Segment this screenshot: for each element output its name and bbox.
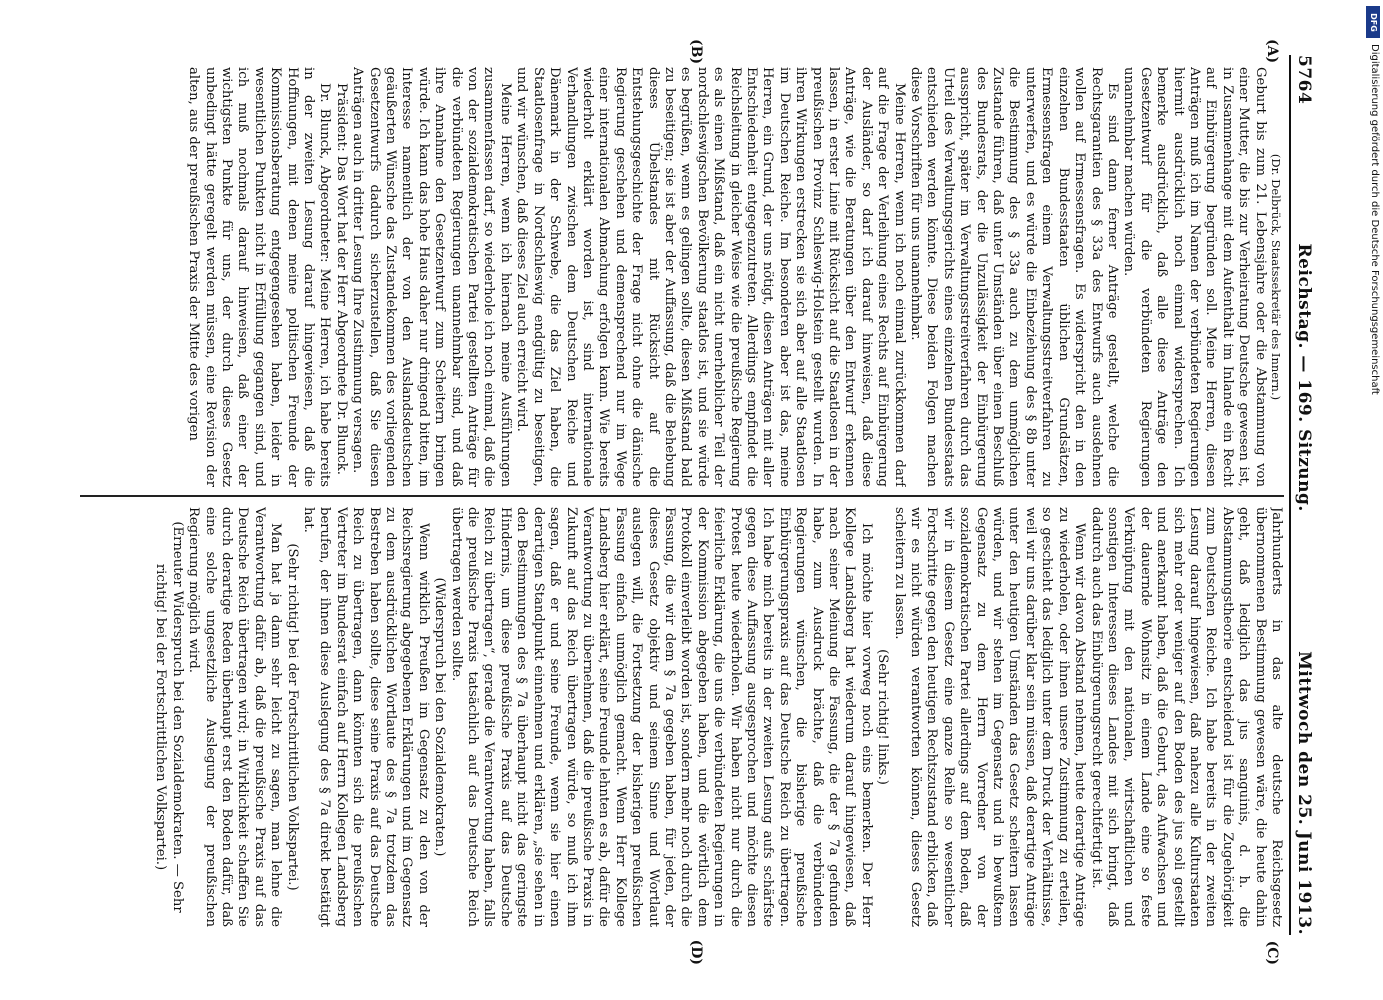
interjection: (Sehr richtig! bei der Fortschrittlichen Volkspartei.)	[284, 543, 300, 891]
margin-mark-c: (C)	[1264, 940, 1280, 965]
page-number: 5764	[1294, 55, 1314, 105]
blunck-speech: Dr. Blunck, Abgeordneter: Meine Herren, ich habe bereits in der zweiten Lesung darauf hingewiesen, daß die Hoffnungen, mit denen meine politischen Freunde der Kommissionsberatung entgegengesehen haben, leider in wesentlichen Punkten nicht in Erfüllung gegangen sind, und ich muß nochmals darauf hinweisen, daß einer der wichtigsten Punkte für uns, der durch dieses Gesetz unbedingt hätte geregelt werden müssen, eine Revision der alten, aus der preußischen Praxis der Mitte des vorigen	[186, 67, 333, 487]
rotated-document-sheet	[70, 39, 1320, 965]
page-header	[1289, 55, 1320, 935]
interjection: (Widerspruch bei den Sozialdemokraten.)	[432, 577, 448, 857]
president-line: Präsident: Das Wort hat der Herr Abgeordnete Dr. Blunck.	[333, 83, 349, 475]
left-paragraph: Geburt bis zum 21. Lebensjahre oder die Abstammung von einer Mutter, die bis zur Verheiratung Deutsche gewesen ist, in Zusammenhange mit dem Aufenthalt im Inlande ein Recht auf Einbürgerung begründen soll. Meine Herren, diesen Anträgen muß ich im Namen der verbündeten Regierungen hiermit ausdrücklich noch einmal widersprechen. Ich bemerke ausdrücklich, daß alle diese Anträge den Gesetzentwurf für die verbündeten Regierungen unannehmbar machen würden.	[1121, 67, 1268, 487]
right-paragraph: Wenn wirklich Preußen im Gegensatz zu den von der Reichsregierung abgegebenen Erklärungen und im Gegensatz zu dem ausdrücklichen Wortlaute des § 7a trotzdem das Bestreben haben sollte, diese seine Praxis auf das Deutsche Reich zu übertragen, dann könnten sich die preußischen Vertreter im Bundesrat einfach auf Herrn Kollegen Landsberg berufen, der ihnen diese Auslegung des § 7a direkt bestätigt hat.	[301, 507, 431, 927]
dfg-logo-icon: DFG	[1366, 6, 1380, 38]
running-title: Reichstag. — 169. Sitzung.	[1294, 243, 1314, 512]
speaker-note: (Dr. Delbrück, Staatssekretär des Innern.)	[1269, 153, 1283, 401]
right-paragraph: Jahrhunderts in das alte deutsche Reichsgesetz übernommenen Bestimmung gewesen wäre, die heute dahin geht, daß lediglich das jus sanguinis, d. h. die Abstammungstheorie entscheidend ist für die Zugehörigkeit zum Deutschen Reiche. Ich habe bereits in der zweiten Lesung darauf hingewiesen, daß nahezu alle Kulturstaaten sich mehr oder weniger auf den Boden des jus soli gestellt und anerkannt haben, daß die Geburt, das Aufwachsen und der dauernde Wohnsitz in einem Lande eine so feste Verknüpfung mit den nationalen, wirtschaftlichen und sonstigen Interessen dieses Landes mit sich bringt, daß dadurch auch das Einbürgerungsrecht gerechtfertigt ist.	[1088, 507, 1284, 927]
left-paragraph: Meine Herren, wenn ich hiernach meine Ausführungen zusammenfassen darf, so wiederhole ich noch einmal, daß die von der sozialdemokratischen Partei gestellten Anträge für die verbündeten Regierungen unannehmbar sind, und daß ihre Annahme den Gesetzentwurf zum Scheitern bringen würde. Ich kann das hohe Haus daher nur dringend bitten, im Interesse namentlich der von den Auslandsdeutschen geäußerten Wünsche das Zustandekommen des vorliegenden Gesetzentwurfs dadurch sicherzustellen, daß Sie diesen Anträgen auch in dritter Lesung Ihre Zustimmung versagen.	[350, 67, 513, 487]
left-paragraph: Meine Herren, wenn ich noch einmal zurückkommen darf auf die Frage der Verleihung eines Rechts auf Einbürgerung der Ausländer, so darf ich darauf hinweisen, daß diese Anträge, wie die Beratungen über den Entwurf erkennen lassen, in erster Linie mit Rücksicht auf die Staatlosen in der preußischen Provinz Schleswig-Holstein gestellt wurden. In ihren Wirkungen erstrecken sie sich aber auf alle Staatlosen im Deutschen Reiche. Im besonderen aber ist das, meine Herren, ein Grund, der uns nötigt, diesen Anträgen mit aller Entschiedenheit entgegenzutreten. Allerdings empfindet die Reichsleitung in gleicher Weise wie die preußische Regierung es als einen Mißstand, daß ein nicht unerheblicher Teil der nordschleswigschen Bevölkerung staatlos ist, und sie würde es begrüßen, wenn es gelingen sollte, diesen Mißstand bald zu beseitigen; sie ist aber der Auffassung, daß die Behebung dieses Übelstandes mit Rücksicht auf die Entstehungsgeschichte der Frage nicht ohne die dänische Regierung geschehen und demensprechend nur im Wege einer internationalen Abmachung erfolgen kann. Wie bereits wiederholt erklärt worden ist, sind internationale Verhandlungen zwischen dem Deutschen Reiche und Dänemark in der Schwebe, die das Ziel haben, die Staatlosenfrage in Nordschleswig endgültig zu beseitigen, und wir wünschen, daß dieses Ziel auch erreicht wird.	[514, 67, 907, 487]
left-column	[70, 67, 1284, 487]
margin-mark-b: (B)	[688, 39, 704, 65]
column-divider	[80, 495, 1284, 497]
right-paragraph: Man hat ja dann sehr leicht zu sagen, man lehne die Verantwortung dafür ab, daß die preußische Praxis auf das Deutsche Reich übertragen wird; in Wirklichkeit schaffen Sie durch derartige Reden überhaupt erst den Boden dafür, daß eine solche ungesetzliche Auslegung der preußischen Regierung möglich wird.	[186, 507, 284, 927]
interjection: (Erneuter Widerspruch bei den Sozialdemokraten. — Sehr richtig! bei der Fortschrittlichen Volkspartei.)	[153, 521, 185, 913]
credit-text: Digitalisierung gefördert durch die Deutsche Forschungsgemeinschaft	[1369, 44, 1380, 395]
session-date: Mittwoch den 25. Juni 1913.	[1294, 651, 1314, 935]
right-paragraph: Wenn wir davon Abstand nehmen, heute derartige Anträge zu wiederholen, oder ihnen unsere Zustimmung zu erteilen, so geschieht das lediglich unter dem Druck der Verhältnisse, weil wir uns darüber klar sein müssen, daß derartige Anträge unter den heutigen Umständen das Gesetz scheitern lassen würden, und wir stehen im Gegensatz und in bewußtem Gegensatz zu dem Herrn Vorredner von der sozialdemokratischen Partei allerdings auf dem Boden, daß wir in diesem Gesetz eine ganze Reihe so wesentlicher Fortschritte gegen den heutigen Rechtszustand erblicken, daß wir es nicht würden verantworten können, dieses Gesetz scheitern zu lassen.	[891, 507, 1088, 927]
interjection: (Sehr richtig! links.)	[875, 649, 891, 785]
right-paragraph: Ich möchte hier vorweg noch eins bemerken. Der Herr Kollege Landsberg hat wiederum darauf hingewiesen, daß nach seiner Meinung die Fassung, die der § 7a gefunden habe, zum Ausdruck brächte, daß die verbündeten Regierungen wünschen, die bisherige preußische Einbürgerungspraxis auf das Deutsche Reich zu übertragen. Ich habe mich bereits in der zweiten Lesung aufs schärfste gegen diese Auffassung ausgesprochen und möchte diesen Protest heute wiederholen. Wir haben nicht nur durch die feierliche Erklärung, die uns die verbündeten Regierungen in der Kommission abgegeben haben, und die wörtlich dem Protokoll einverleibt worden ist, sondern mehr noch durch die Fassung, die wir dem § 7a gegeben haben, für jeden, der dieses Gesetz objektiv und seinem Sinne und Wortlaut auslegen will, die Fortsetzung der bisherigen preußischen Fassung einfach unmöglich gemacht. Wenn Herr Kollege Landsberg hier erklärt, seine Freunde lehnten es ab, dafür die Verantwortung zu übernehmen, daß die preußische Praxis in Zukunft auf das Reich übertragen würde, so muß ich ihm sagen, daß er und seine Freunde, wenn sie hier einen derartigen Standpunkt einnehmen und erklären, „sie sehen in den Bestimmungen des § 7a überhaupt nicht das geringste Hindernis, um diese preußische Praxis auf das Deutsche Reich zu übertragen“, gerade die Verantwortung haben, falls die preußische Praxis tatsächlich auf das Deutsche Reich übertragen werden sollte.	[448, 507, 874, 927]
margin-mark-d: (D)	[688, 939, 704, 965]
right-column	[70, 507, 1284, 927]
left-paragraph: Es sind dann ferner Anträge gestellt, welche die Rechtsgarantien des § 33a des Entwurfs auch ausdehnen wollen auf Ermessensfragen. Es widerspricht den in den einzelnen Bundesstaaten üblichen Grundsätzen, Ermessensfragen einem Verwaltungsstreitverfahren zu unterwerfen, und es würde die Einbeziehung des § 8b unter die Bestimmung des § 33a auch zu dem unmöglichen Zustande führen, daß unter Umständen über einen Beschluß des Bundesrats, der die Unzulässigkeit der Einbürgerung ausspricht, später im Verwaltungsstreitverfahren durch das Urteil des Verwaltungsgerichts eines einzelnen Bundesstaats entschieden werden könnte. Diese beiden Folgen machen diese Vorschriften für uns unannehmbar.	[908, 67, 1120, 487]
margin-mark-a: (A)	[1264, 39, 1280, 64]
digitisation-credit	[1366, 6, 1380, 706]
